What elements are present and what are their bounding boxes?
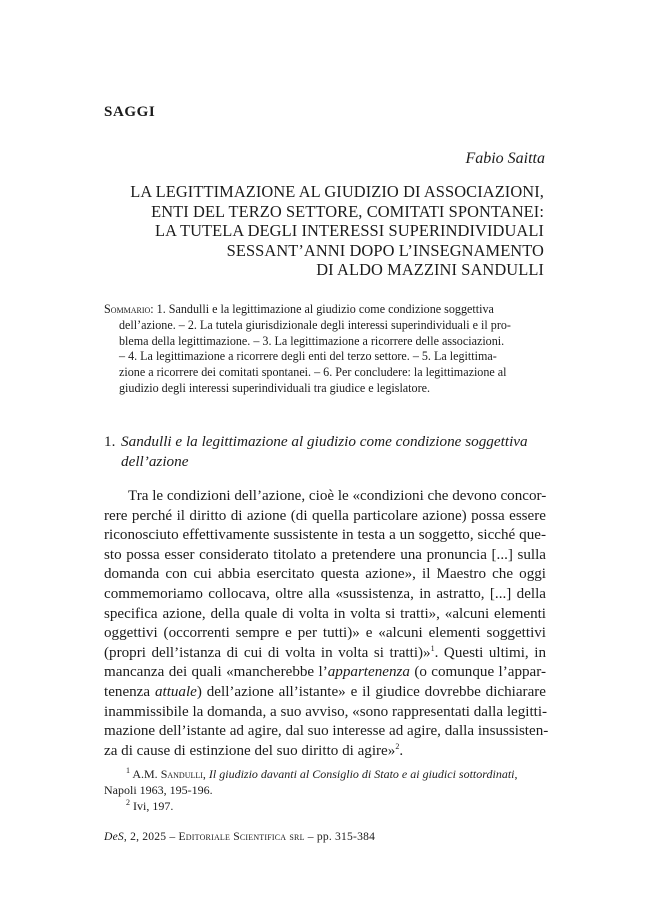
title-line: LA TUTELA DEGLI INTERESSI SUPERINDIVIDUALI [154,221,544,241]
publisher-name: Editoriale Scientifica srl [178,830,305,843]
emphasis: attuale [154,683,197,700]
footnote-mark: 2 [126,798,130,807]
summary [104,302,544,397]
body-text-segment: za di cause di estinzione del suo diritto di agire» [104,742,396,759]
summary-line [104,302,544,318]
footer-text: – pp. 315-384 [304,830,376,843]
footnote-text: , [202,767,209,781]
journal-abbrev: DeS [104,830,124,843]
footnote-2 [104,798,546,814]
body-line [104,742,546,762]
section-heading [104,432,546,471]
body-text [104,487,549,761]
footnote-mark: 1 [126,766,130,775]
body-line: domanda con cui abbia esercitato questa azione», il Maestro che oggi [104,566,546,583]
summary-line: giudizio degli interessi superindividuali tra giudice e legislatore. [119,380,430,395]
body-text-segment: ) dell’azione all’istante» e il giudice dovrebbe dichiarare [196,683,546,700]
body-text-segment: (o comunque l’appar- [409,664,547,681]
summary-label: Sommario: [104,302,154,316]
body-text-segment: mancanza dei quali «mancherebbe l’ [104,664,328,681]
footnote-ref-2[interactable]: 2 [395,741,400,751]
body-text-segment: (propri dell’istanza di cui di volta in volta si tratti)» [104,644,431,661]
title-line: LA LEGITTIMAZIONE AL GIUDIZIO DI ASSOCIAZIONI, [130,182,544,201]
body-line: specifica azione, della quale di volta in volta si tratti», «alcuni elementi [104,605,546,622]
body-line: commemoriamo collocava, oltre alla «sussistenza, in astratto, [...] della [104,585,546,602]
footnote-text: , [514,767,518,781]
title-line: SESSANT’ANNI DOPO L’INSEGNAMENTO [226,240,544,260]
body-line: inammissibile la domanda, a suo avviso, «sono rappresentati dalla legitti- [104,703,548,720]
body-line [104,644,546,664]
footnote-ref-1[interactable]: 1 [430,643,435,653]
body-line [104,683,546,703]
body-line [104,663,546,683]
footnote-text: Ivi, 197. [130,799,174,813]
footer-text: , 2, 2025 – [123,830,179,843]
summary-line: blema della legittimazione. – 3. La legittimazione a ricorrere delle associazioni. [119,333,505,348]
emphasis: appartenenza [327,664,410,681]
body-line: Tra le condizioni dell’azione, cioè le «condizioni che devono concor- [128,488,547,504]
footnote-1 [104,766,546,782]
summary-line: dell’azione. – 2. La tutela giurisdizionale degli interessi superindividuali e il pro- [119,317,511,332]
summary-line: zione a ricorrere dei comitati spontanei. – 6. Per concludere: la legittimazione al [119,365,507,380]
author-name: Fabio Saitta [465,150,545,167]
body-text-segment: . [399,742,404,759]
body-text-segment: tenenza [104,683,155,700]
body-text-segment: . Questi ultimi, in [434,644,546,661]
section-title-line: Sandulli e la legittimazione al giudizio come condizione soggettiva [121,433,528,450]
title-line: ENTI DEL TERZO SETTORE, COMITATI SPONTANEI: [151,201,544,221]
title-line: DI ALDO MAZZINI SANDULLI [316,260,544,280]
footnote-text: A.M. [130,767,161,781]
section-title-line: dell’azione [121,452,189,470]
page-footer [104,830,375,843]
footnote-work-title: Il giudizio davanti al Consiglio di Stato e ai giudici sottordinati [208,767,515,781]
summary-text: 1. Sandulli e la legittimazione al giudizio come condizione soggettiva [153,302,494,316]
footnotes [104,766,546,814]
section-title [104,432,546,471]
article-title [104,182,544,280]
summary-line: – 4. La legittimazione a ricorrere degli enti del terzo settore. – 5. La legittima- [119,349,497,364]
body-line: riconosciuto effettivamente sussistente in testa a un soggetto, sicché que- [104,527,546,544]
section-number: 1. [104,433,116,450]
body-line: mazione dell’istante ad agire, dal suo interesse ad agire, dalla insussisten- [104,723,549,740]
body-line: oggettivi (occorrenti sempre e per tutti)» e «alcuni elementi soggettivi [104,625,546,642]
body-line: rere perché il diritto di azione (di quella particolare azione) possa essere [104,507,546,524]
footnote-author: Sandulli [160,767,203,781]
body-line: sto possa esser considerato titolato a pretendere una pronuncia [...] sulla [104,546,546,563]
footnote-1-line2: Napoli 1963, 195-196. [104,783,213,797]
section-label: SAGGI [104,104,156,120]
